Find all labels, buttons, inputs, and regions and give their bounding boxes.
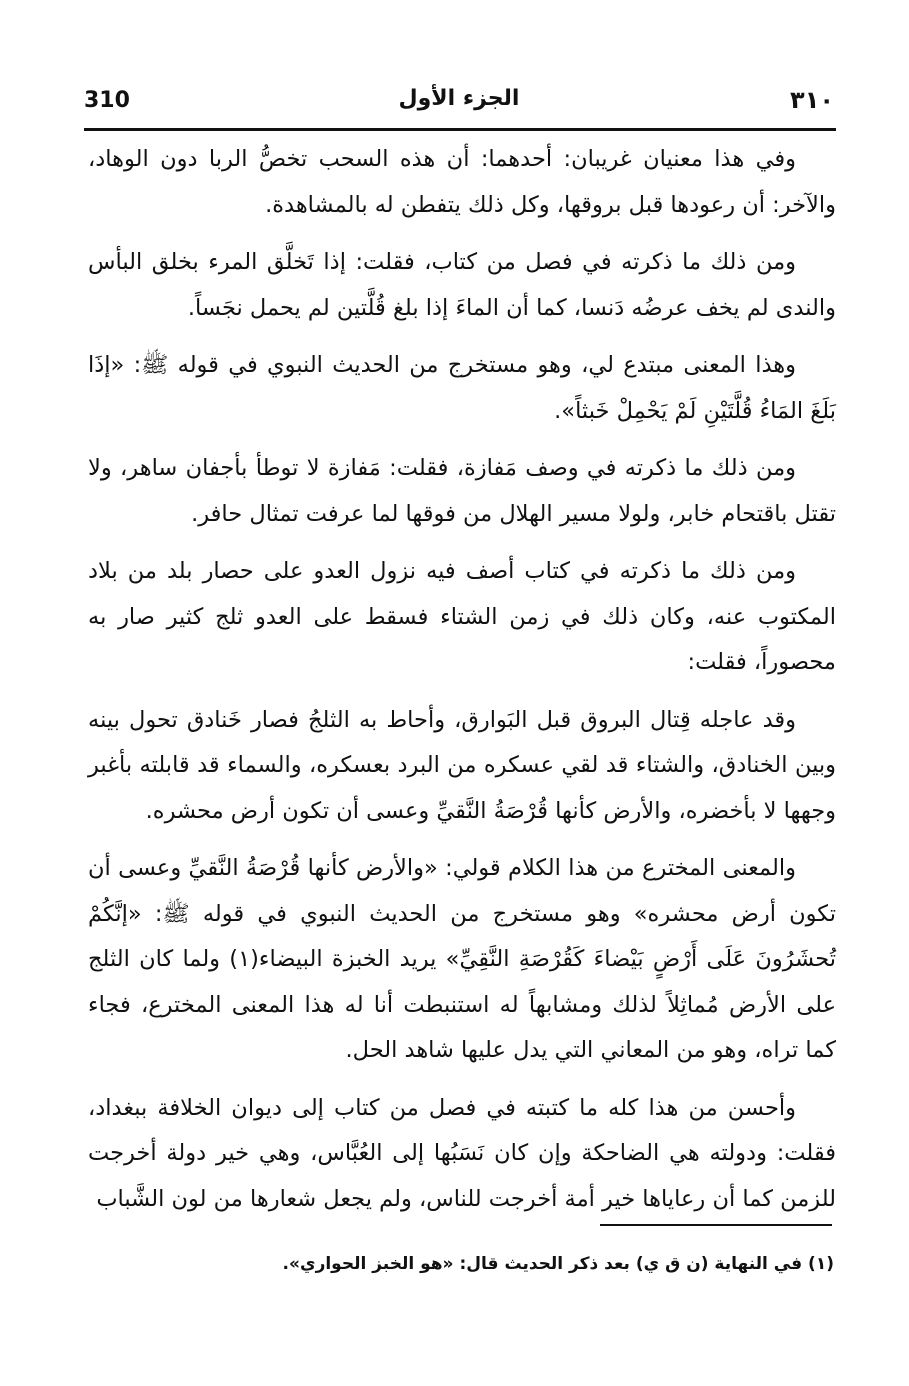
paragraph: ومن ذلك ما ذكرته في وصف مَفازة، فقلت: مَفازة لا توطأ بأجفان ساهر، ولا تقتل باقتحام خابر، ولولا مسير الهلال من فوقها لما عرفت تمثال حافر. — [88, 455, 836, 527]
header-rule — [84, 128, 836, 131]
footnote: (١) في النهاية (ن ق ي) بعد ذكر الحديث قال: «هو الخبز الحواري». — [282, 1254, 834, 1274]
body-text — [88, 137, 836, 1234]
paragraph: وهذا المعنى مبتدع لي، وهو مستخرج من الحديث النبوي في قوله ﷺ: «إذَا بَلَغَ المَاءُ قُلَّتَيْنِ لَمْ يَحْمِلْ خَبثاً». — [88, 352, 836, 424]
running-title: الجزء الأول — [398, 86, 520, 111]
paragraph: ومن ذلك ما ذكرته في فصل من كتاب، فقلت: إذا تَخلَّق المرء بخلق البأس والندى لم يخف عرضُه دَنسا، كما أن الماءَ إذا بلغ قُلَّتين لم يحمل نجَساً. — [88, 249, 836, 321]
page-header — [84, 86, 834, 122]
footnote-rule — [600, 1224, 832, 1226]
page-number-latin: 310 — [84, 88, 130, 113]
paragraph: والمعنى المخترع من هذا الكلام قولي: «والأرض كأنها قُرْصَةُ النَّقيِّ وعسى أن تكون أرض محشره» وهو مستخرج من الحديث النبوي في قوله ﷺ: «إنَّكُمْ تُحشَرُونَ عَلَى أَرْضٍ بَيْضاءَ كَقُرْصَةِ النَّقِيِّ» يريد الخبزة البيضاء(١) ولما كان الثلج على الأرض مُماثِلاً لذلك ومشابهاً له استنبطت أنا له هذا المعنى المخترع، فجاء كما تراه، وهو من المعاني التي يدل عليها شاهد الحل. — [88, 855, 836, 1063]
paragraph: وقد عاجله قِتال البروق قبل البَوارق، وأحاط به الثلجُ فصار خَنادق تحول بينه وبين الخنادق، والشتاء قد لقي عسكره من البرد بعسكره، والسماء قد قابلته بأغبر وجهها لا بأخضره، والأرض كأنها قُرْصَةُ النَّقيِّ وعسى أن تكون أرض محشره. — [88, 706, 836, 824]
paragraph: وأحسن من هذا كله ما كتبته في فصل من كتاب إلى ديوان الخلافة ببغداد، فقلت: ودولته هي الضاحكة وإن كان نَسَبُها إلى العُبَّاس، وهي خير دولة أخرجت للزمن كما أن رعاياها خير أمة أخرجت للناس، ولم يجعل شعارها من لون الشَّباب — [88, 1094, 836, 1212]
paragraph: ومن ذلك ما ذكرته في كتاب أصف فيه نزول العدو على حصار بلد من بلاد المكتوب عنه، وكان ذلك في زمن الشتاء فسقط على العدو ثلج كثير صار به محصوراً، فقلت: — [88, 558, 836, 675]
page-number-arabic: ٣١٠ — [790, 86, 834, 114]
paragraph: وفي هذا معنيان غريبان: أحدهما: أن هذه السحب تخصُّ الربا دون الوهاد، والآخر: أن رعودها قبل بروقها، وكل ذلك يتفطن له بالمشاهدة. — [88, 146, 836, 218]
